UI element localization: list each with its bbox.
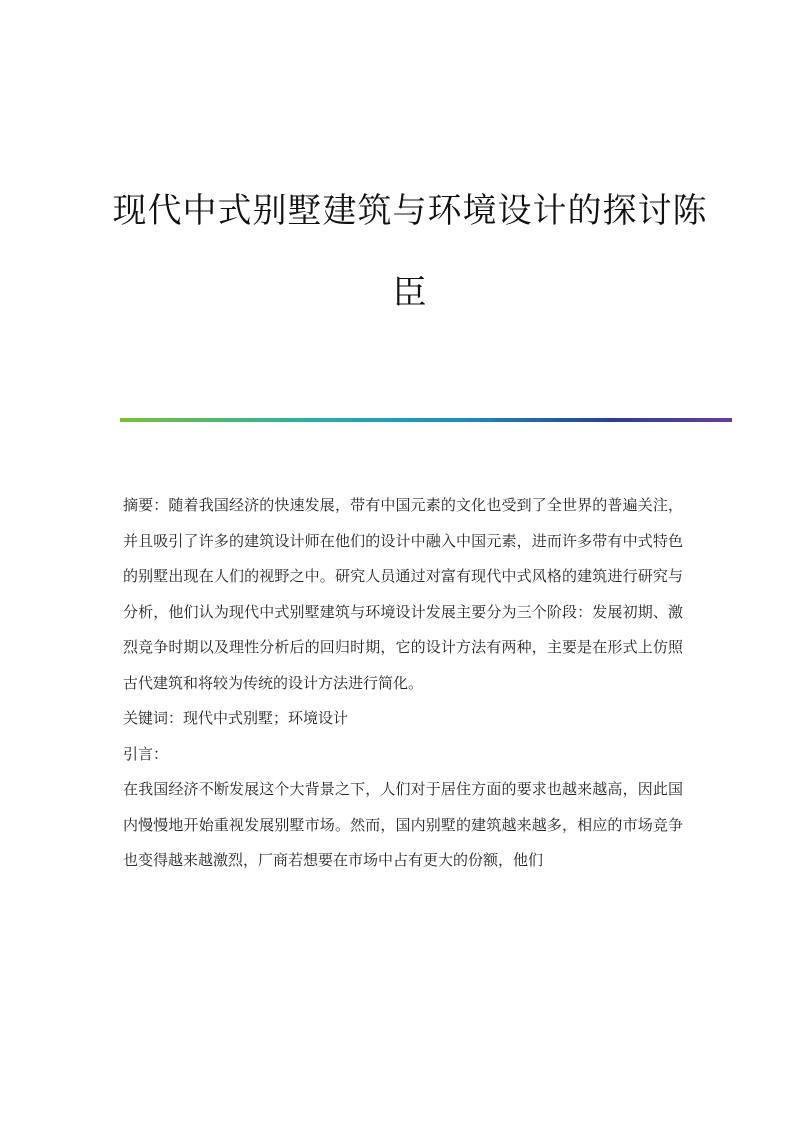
abstract-paragraph: 摘要：随着我国经济的快速发展，带有中国元素的文化也受到了全世界的普遍关注，并且吸引了许多的建筑设计师在他们的设计中融入中国元素，进而许多带有中式特色的别墅出现在人们的视野之中。研究人员通过对富有现代中式风格的建筑进行研究与分析，他们认为现代中式别墅建筑与环境设计发展主要分为三个阶段：发展初期、激烈竞争时期以及理性分析后的回归时期，它的设计方法有两种，主要是在形式上仿照古代建筑和将较为传统的设计方法进行简化。 bbox=[123, 496, 683, 692]
intro-heading: 引言： bbox=[123, 744, 169, 763]
document-body bbox=[123, 488, 683, 879]
title-divider bbox=[120, 418, 732, 422]
document-title-line-1: 现代中式别墅建筑与环境设计的探讨陈 bbox=[112, 191, 708, 231]
document-title-line-2: 臣 bbox=[392, 273, 428, 313]
keywords-line: 关键词：现代中式别墅；环境设计 bbox=[123, 709, 349, 727]
intro-paragraph: 在我国经济不断发展这个大背景之下，人们对于居住方面的要求也越来越高，因此国内慢慢地开始重视发展别墅市场。然而，国内别墅的建筑越来越多，相应的市场竞争也变得越来越激烈，厂商若想要在市场中占有更大的份额，他们 bbox=[123, 780, 683, 869]
